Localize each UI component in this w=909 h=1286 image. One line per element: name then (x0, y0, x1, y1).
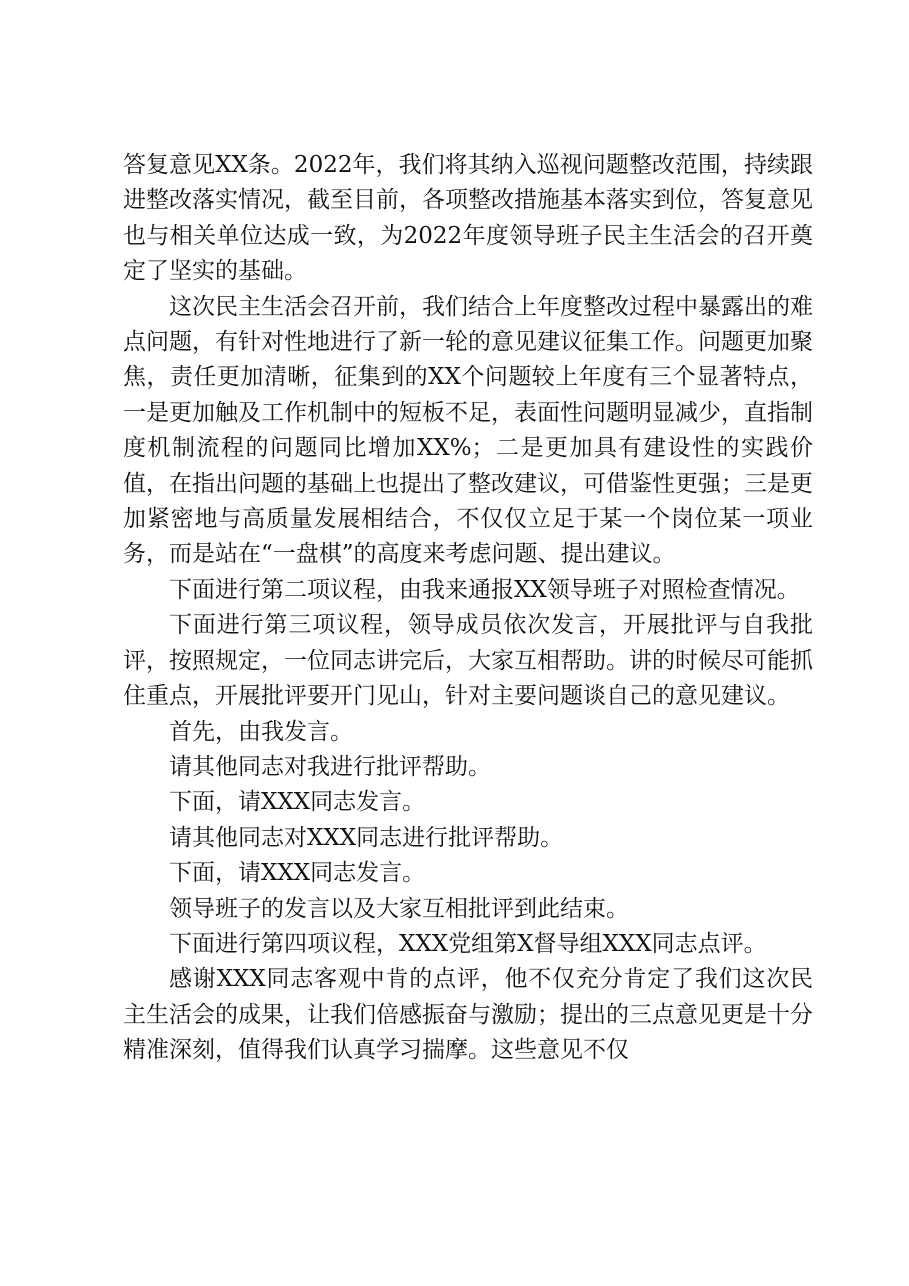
paragraph-thanks: 感谢XXX同志客观中肯的点评，他不仅充分肯定了我们这次民主生活会的成果，让我们倍感振奋与激励；提出的三点意见更是十分精准深刻，值得我们认真学习揣摩。这些意见不仅 (123, 966, 813, 1064)
paragraph-agenda-three: 下面进行第三项议程，领导成员依次发言，开展批评与自我批评，按照规定，一位同志讲完后，大家互相帮助。讲的时候尽可能抓住重点，开展批评要开门见山，针对主要问题谈自己的意见建议。 (123, 612, 813, 710)
paragraph-next-speaker-2: 下面，请XXX同志发言。 (169, 860, 426, 887)
paragraph-next-speaker-1: 下面，请XXX同志发言。 (169, 789, 426, 816)
paragraph-opinion-collection: 这次民主生活会召开前，我们结合上年度整改过程中暴露出的难点问题，有针对性地进行了新一轮的意见建议征集工作。问题更加聚焦，责任更加清晰，征集到的XX个问题较上年度有三个显著特点，一是更加触及工作机制中的短板不足，表面性问题明显减少，直指制度机制流程的问题同比增加XX%；二是更加具有建设性的实践价值，在指出问题的基础上也提出了整改建议，可借鉴性更强；三是更加紧密地与高质量发展相结合，不仅仅立足于某一个岗位某一项业务，而是站在“一盘棋”的高度来考虑问题、提出建议。 (123, 293, 813, 568)
paragraph-first-speech: 首先，由我发言。 (169, 718, 353, 745)
document-body (123, 148, 813, 1069)
paragraph-criticism-xxx: 请其他同志对XXX同志进行批评帮助。 (169, 824, 564, 851)
paragraph-agenda-two: 下面进行第二项议程，由我来通报XX领导班子对照检查情况。 (169, 576, 800, 603)
paragraph-criticism-me: 请其他同志对我进行批评帮助。 (169, 753, 491, 780)
paragraph-continuation: 答复意见XX条。2022年，我们将其纳入巡视问题整改范围，持续跟进整改落实情况，截至目前，各项整改措施基本落实到位，答复意见也与相关单位达成一致，为2022年度领导班子民主生活会的召开奠定了坚实的基础。 (123, 152, 813, 285)
paragraph-speech-end: 领导班子的发言以及大家互相批评到此结束。 (169, 895, 629, 922)
paragraph-agenda-four: 下面进行第四项议程，XXX党组第X督导组XXX同志点评。 (169, 930, 767, 957)
